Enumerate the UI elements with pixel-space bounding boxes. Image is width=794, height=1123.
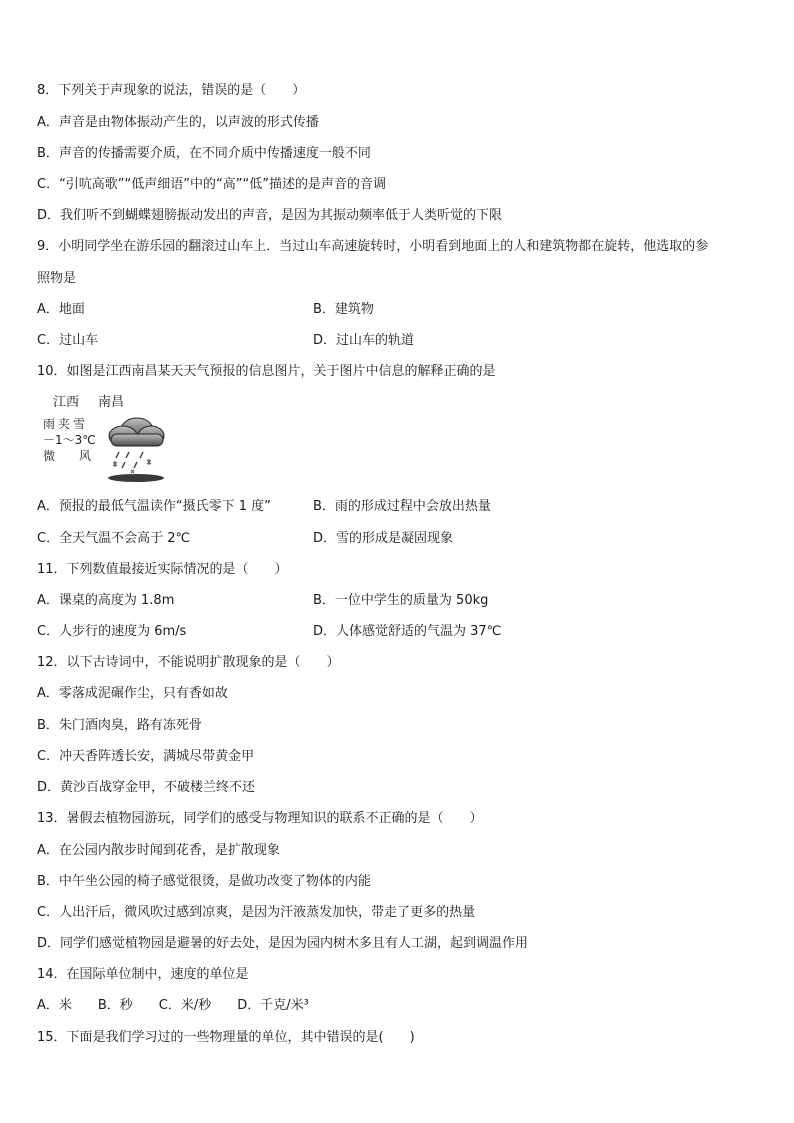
- q8-option-d: D．我们听不到蝴蝶翅膀振动发出的声音，是因为其振动频率低于人类听觉的下限: [37, 208, 503, 223]
- q14-options: A．米 B．秒 C．米/秒 D．千克/米³: [37, 998, 309, 1013]
- q11-option-a: A．课桌的高度为 1.8m: [37, 593, 175, 608]
- q12-option-b: B．朱门酒肉臭，路有冻死骨: [37, 718, 202, 733]
- figure-weather-type: 雨夹雪: [43, 417, 89, 431]
- q9-stem-line1: 9．小明同学坐在游乐园的翻滚过山车上．当过山车高速旋转时，小明看到地面上的人和建筑物都在旋转，他选取的参: [37, 239, 709, 254]
- weather-forecast-figure: [43, 394, 173, 486]
- q10-option-a: A．预报的最低气温读作“摄氏零下 1 度”: [37, 499, 271, 514]
- q9-option-b: B．建筑物: [313, 302, 374, 317]
- q9-option-d: D．过山车的轨道: [313, 333, 415, 348]
- q10-option-d: D．雪的形成是凝固现象: [313, 531, 454, 546]
- q8-option-b: B．声音的传播需要介质，在不同介质中传播速度一般不同: [37, 146, 371, 161]
- q8-option-a: A．声音是由物体振动产生的，以声波的形式传播: [37, 115, 319, 130]
- q13-stem: 13．暑假去植物园游玩，同学们的感受与物理知识的联系不正确的是（ ）: [37, 811, 483, 826]
- figure-province: 江西: [53, 395, 80, 410]
- figure-temperature: －1～3℃: [43, 433, 96, 447]
- sleet-cloud-icon: [103, 414, 169, 484]
- q12-option-a: A．零落成泥碾作尘，只有香如故: [37, 686, 228, 701]
- q9-option-a: A．地面: [37, 302, 85, 317]
- q15-stem: 15．下面是我们学习过的一些物理量的单位，其中错误的是( ): [37, 1030, 415, 1045]
- figure-city: 南昌: [98, 395, 125, 410]
- q14-stem: 14．在国际单位制中，速度的单位是: [37, 967, 249, 982]
- q11-option-c: C．人步行的速度为 6m/s: [37, 624, 187, 639]
- figure-wind-2: 风: [79, 449, 92, 463]
- q9-option-c: C．过山车: [37, 333, 99, 348]
- q10-option-b: B．雨的形成过程中会放出热量: [313, 499, 491, 514]
- q11-stem: 11．下列数值最接近实际情况的是（ ）: [37, 562, 288, 577]
- q13-option-a: A．在公园内散步时闻到花香，是扩散现象: [37, 843, 280, 858]
- q11-option-b: B．一位中学生的质量为 50kg: [313, 593, 489, 608]
- q13-option-d: D．同学们感觉植物园是避暑的好去处，是因为园内树木多且有人工湖，起到调温作用: [37, 936, 529, 951]
- q11-option-d: D．人体感觉舒适的气温为 37℃: [313, 624, 502, 639]
- figure-wind-1: 微: [43, 449, 56, 463]
- q8-option-c: C．“引吭高歌”“低声细语”中的“高”“低”描述的是声音的音调: [37, 177, 386, 192]
- q8-stem: 8．下列关于声现象的说法，错误的是（ ）: [37, 83, 306, 98]
- q12-option-d: D．黄沙百战穿金甲，不破楼兰终不还: [37, 780, 256, 795]
- q10-stem: 10．如图是江西南昌某天天气预报的信息图片，关于图片中信息的解释正确的是: [37, 364, 496, 379]
- q12-option-c: C．冲天香阵透长安，满城尽带黄金甲: [37, 749, 255, 764]
- q13-option-c: C．人出汗后，微风吹过感到凉爽，是因为汗液蒸发加快，带走了更多的热量: [37, 905, 476, 920]
- q9-stem-line2: 照物是: [37, 271, 77, 286]
- q13-option-b: B．中午坐公园的椅子感觉很烫，是做功改变了物体的内能: [37, 874, 371, 889]
- q10-option-c: C．全天气温不会高于 2℃: [37, 531, 191, 546]
- q12-stem: 12．以下古诗词中，不能说明扩散现象的是（ ）: [37, 655, 340, 670]
